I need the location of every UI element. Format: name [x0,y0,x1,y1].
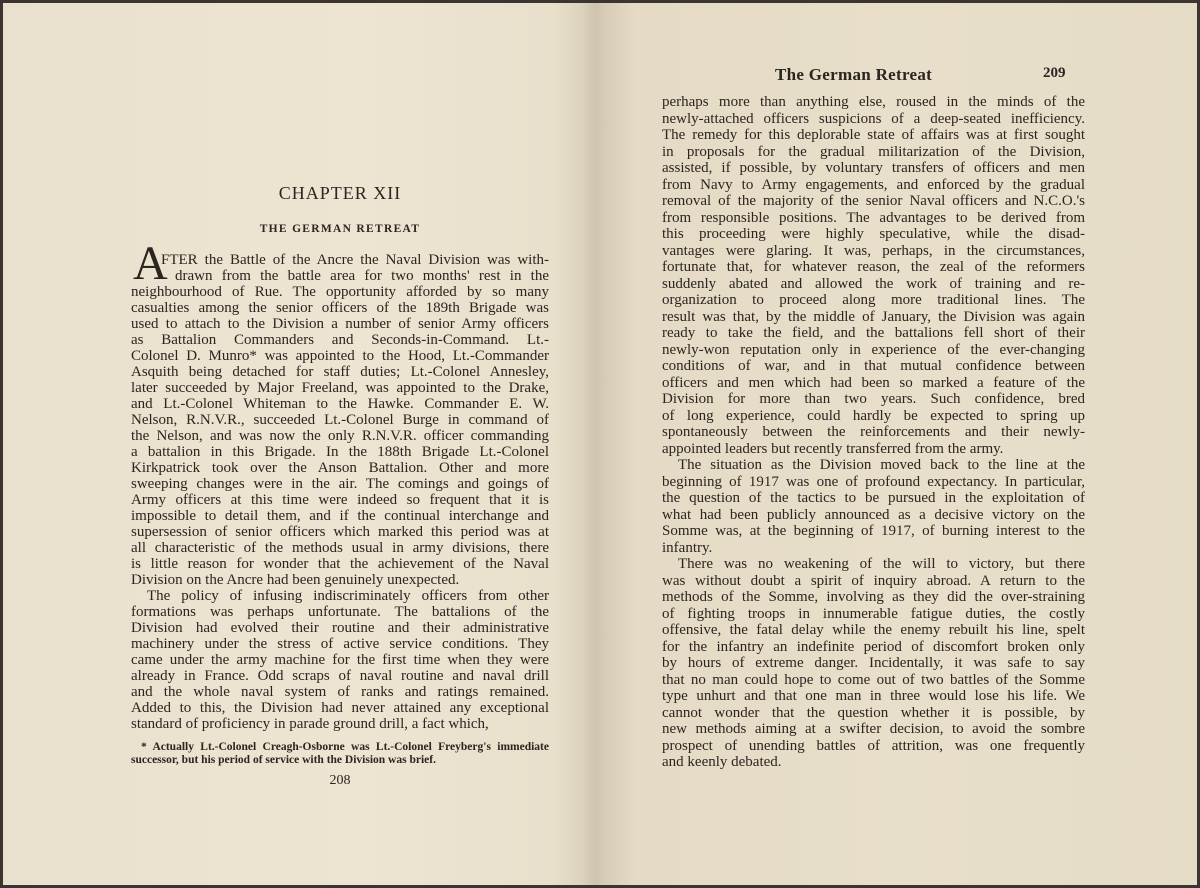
text-line: and keenly debated. [662,754,782,770]
book-spread [3,3,1197,885]
text-line: Asquith being detached for staff duties; Lt.-Colonel Annesley, [131,364,549,380]
text-line: came under the army machine for the first time when they were [131,652,549,668]
text-line: methods of the Somme, involving as they did the over-straining [662,589,1085,605]
text-line: supersession of senior officers which marked this period was at [131,524,549,540]
text-line: suddenly abated and allowed the work of training and re- [662,275,1085,292]
text-line: casualties among the senior officers of the 189th Brigade was [131,300,549,316]
text-line: all characteristic of the methods usual in army divisions, there [131,540,549,556]
text-line: cannot wonder that the question whether it is possible, by [662,704,1085,721]
text-line: sweeping changes were in the air. The comings and goings of [131,476,549,492]
text-line: was without doubt a spirit of inquiry abroad. A return to the [662,572,1085,589]
text-line: conditions of war, and in that mutual confidence between [662,358,1085,374]
text-line: that no man could hope to come out of two battles of the Somme [662,671,1085,688]
text-line: a battalion in this Brigade. In the 188th Brigade Lt.-Colonel [131,444,549,460]
text-line: and Lt.-Colonel Whiteman to the Hawke. Commander E. W. [131,396,549,412]
text-line: for the infantry an indefinite period of discomfort broken only [662,638,1085,655]
text-line: spontaneously between the reinforcements and their newly- [662,424,1085,440]
text-line: what had been publicly announced as a decisive victory on the [662,506,1085,523]
text-line: Army officers at this time were indeed so frequent that it is [131,492,549,508]
text-line: fortunate that, for whatever reason, the zeal of the reformers [662,259,1085,275]
text-line: neighbourhood of Rue. The opportunity afforded by so many [131,284,549,300]
text-line: newly-attached officers suspicions of a deep-seated inefficiency. [662,110,1085,127]
drop-cap: A [133,237,168,290]
text-line: later succeeded by Major Freeland, was appointed to the Drake, [131,380,549,396]
text-line: Added to this, the Division had never attained any exceptional [131,700,549,716]
text-line: Division on the Ancre had been genuinely unexpected. [131,572,460,588]
footnote-line: * Actually Lt.-Colonel Creagh-Osborne was Lt.-Colonel Freyberg's immediate [141,741,549,753]
text-line: of long experience, could hardly be expected to spring up [662,407,1085,424]
text-line: appointed leaders but recently transferred from the army. [662,440,1004,457]
text-line: and the whole naval system of ranks and ratings remained. [131,684,549,700]
text-line: ready to take the field, and the battalions fell short of their [662,325,1085,341]
text-line: drawn from the battle area for two months' rest in the [175,268,549,284]
text-line: in proposals for the gradual militarization of the Division, [662,143,1085,160]
running-head: The German Retreat [775,65,933,84]
text-line: used to attach to the Division a number of senior Army officers [131,316,549,332]
text-line: the Nelson, and was now the only R.N.V.R. officer commanding [131,428,549,444]
text-line: of fighting troops in innumerable fatigue duties, the costly [662,605,1085,622]
text-line: the question of the tactics to be pursued in the exploitation of [662,490,1085,506]
text-line: Nelson, R.N.V.R., succeeded Lt.-Colonel Burge in command of [131,412,549,428]
text-line: is little reason for wonder that the achievement of the Naval [131,556,549,572]
text-line: officers and men which had been so marked a feature of the [662,374,1085,391]
text-line: newly-won reputation only in experience of the ever-changing [662,341,1085,358]
footnote-line: successor, but his period of service with the Division was brief. [131,754,436,766]
footnote [131,741,549,767]
text-line: beginning of 1917 was one of profound expectancy. In particular, [662,473,1085,490]
text-line: perhaps more than anything else, roused in the minds of the [662,94,1085,110]
text-line: formations was perhaps unfortunate. The battalions of the [131,604,549,620]
text-line: FTER the Battle of the Ancre the Naval Division was with- [161,252,549,268]
text-line: machinery under the stress of active service conditions. They [131,636,549,652]
text-line: Kirkpatrick took over the Anson Battalion. Other and more [131,460,549,476]
text-line: organization to proceed along more traditional lines. The [662,292,1085,308]
text-line: standard of proficiency in parade ground drill, a fact which, [131,716,489,732]
text-line: from Navy to Army engagements, and enforced by the gradual [662,176,1085,193]
text-line: Division for more than two years. Such confidence, bred [662,391,1085,407]
text-line: offensive, the fatal delay while the enemy rebuilt his line, spelt [662,622,1085,638]
text-line: Division had evolved their routine and their administrative [131,620,549,636]
text-line: vantages were glaring. It was, perhaps, in the circumstances, [662,242,1085,259]
text-line: as Battalion Commanders and Seconds-in-Command. Lt.- [131,332,549,348]
text-line: removal of the majority of the senior Naval officers and N.C.O.'s [662,193,1085,209]
text-line: The remedy for this deplorable state of affairs was at first sought [662,127,1085,143]
text-line: type unhurt and that one man in three would lose his life. We [662,688,1085,704]
text-line: The situation as the Division moved back to the line at the [678,457,1085,473]
text-line: new methods aiming at a swifter decision, to avoid the sombre [662,721,1085,737]
text-line: from responsible positions. The advantages to be derived from [662,209,1085,226]
page-number: 209 [1043,65,1066,81]
chapter-heading: CHAPTER XII [278,183,402,203]
text-line: result was that, by the middle of January, the Division was again [662,308,1085,325]
page-number: 208 [329,773,351,788]
text-line: by hours of extreme danger. Incidentally, it was safe to say [662,655,1085,671]
text-line: Colonel D. Munro* was appointed to the Hood, Lt.-Commander [131,348,549,364]
text-line: Somme was, at the beginning of 1917, of burning interest to the [662,523,1085,539]
text-line: assisted, if possible, by voluntary transfers of officers and men [662,160,1085,176]
text-line: infantry. [662,539,713,556]
text-line: this proceeding were highly speculative, while the disad- [662,226,1085,242]
text-line: already in France. Odd scraps of naval routine and naval drill [131,668,549,684]
text-line: prospect of unending battles of attrition, was one frequently [662,737,1085,754]
text-line: There was no weakening of the will to victory, but there [678,556,1085,572]
text-line: impossible to detail them, and if the continual interchange and [131,508,549,524]
text-line: The policy of infusing indiscriminately officers from other [147,588,549,604]
chapter-title: THE GERMAN RETREAT [259,223,421,235]
